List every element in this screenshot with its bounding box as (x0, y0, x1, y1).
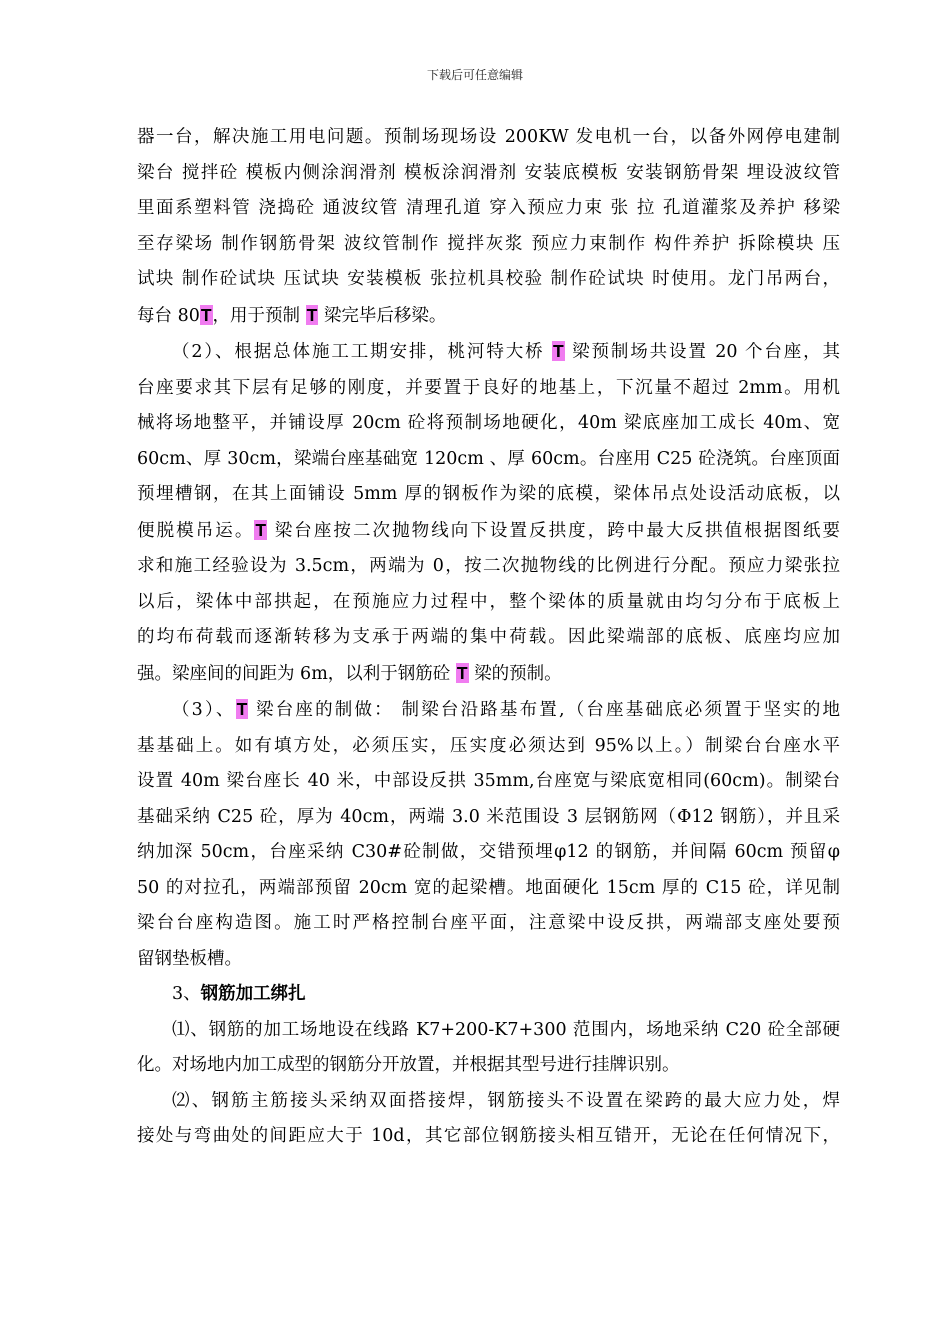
section-heading (137, 977, 840, 1013)
text-segment: 预埋槽钢，在其上面铺设 5mm 厚的钢板作为梁的底模，梁体吊点处设活动底板，以 (137, 484, 840, 504)
text-segment: （2）、根据总体施工工期安排，桃河特大桥 (172, 342, 552, 362)
text-segment: 的均布荷载而逐渐转移为支承于两端的集中荷载。因此梁端部的底板、底座均应加 (137, 627, 840, 647)
text-line (137, 729, 840, 765)
text-segment: 至存梁场 制作钢筋骨架 波纹管制作 搅拌灰浆 预应力束制作 构件养护 拆除模块 压 (137, 233, 840, 254)
text-segment: 梁台 搅拌砼 模板内侧涂润滑剂 模板涂润滑剂 安装底模板 安装钢筋骨架 埋设波纹管 (137, 162, 840, 183)
highlighted-term: T (200, 304, 212, 325)
text-segment: 梁台座的制做： 制梁台沿路基布置,（台座基础底必须置于坚实的地 (248, 700, 841, 720)
text-line (137, 442, 840, 478)
text-segment: （3）、 (172, 700, 236, 720)
text-line (137, 800, 840, 836)
document-body (137, 120, 840, 1155)
text-segment: 台座要求其下层有足够的刚度，并要置于良好的地基上，下沉量不超过 2mm。用机 (137, 377, 840, 398)
text-segment: 求和施工经验设为 3.5cm，两端为 0，按二次抛物线的比例进行分配。预应力梁张拉 (137, 556, 840, 576)
text-segment: 化。对场地内加工成型的钢筋分开放置，并根据其型号进行挂牌识别。 (137, 1055, 680, 1075)
text-segment: 设置 40m 梁台座长 40 米，中部设反拱 35mm,台座宽与梁底宽相同(60cm)。制梁台 (137, 771, 840, 791)
text-segment: 接处与弯曲处的间距应大于 10d，其它部位钢筋接头相互错开，无论在任何情况下， (137, 1126, 840, 1146)
text-line (137, 1048, 840, 1084)
text-segment: 梁台座按二次抛物线向下设置反拱度，跨中最大反拱值根据图纸要 (267, 520, 841, 541)
text-line (137, 692, 840, 729)
text-segment: 以后，梁体中部拱起，在预施应力过程中，整个梁体的质量就由均匀分布于底板上 (137, 591, 840, 612)
text-line (137, 1119, 840, 1155)
page-header: 下载后可任意编辑 (426, 68, 523, 82)
text-line (137, 262, 840, 298)
text-line (137, 871, 840, 907)
highlighted-term: T (552, 341, 564, 361)
text-segment: 基基础上。如有填方处，必须压实，压实度必须达到 95%以上。）制梁台台座水平 (137, 735, 840, 756)
text-line (137, 620, 840, 656)
highlighted-term: T (456, 662, 468, 683)
highlighted-term: T (255, 519, 267, 540)
text-segment: 强。梁座间的间距为 6m，以利于钢筋砼 (137, 663, 456, 684)
heading-text: 钢筋加工绑扎 (200, 984, 306, 1004)
text-segment: 3、 (172, 984, 201, 1004)
text-line (137, 1084, 840, 1120)
text-line (137, 585, 840, 621)
text-segment: ，用于预制 (212, 305, 306, 326)
text-segment: 梁的预制。 (468, 663, 562, 684)
text-line (137, 156, 840, 192)
text-line (137, 764, 840, 800)
text-segment: 基础采纳 C25 砼，厚为 40cm，两端 3.0 米范围设 3 层钢筋网（Φ12 钢筋），并且采 (137, 806, 840, 827)
text-line (137, 371, 840, 407)
text-segment: 便脱模吊运。 (137, 520, 255, 541)
highlighted-term: T (306, 304, 318, 325)
text-segment: 纳加深 50cm，台座采纳 C30#砼制做，交错预埋φ12 的钢筋，并间隔 60cm 预留φ (137, 842, 840, 862)
text-segment: 50 的对拉孔，两端部预留 20cm 宽的起梁槽。地面硬化 15cm 厚的 C15 砼，详见制 (137, 877, 840, 898)
text-segment: 梁预制场共设置 20 个台座，其 (564, 342, 840, 362)
text-line (137, 298, 840, 335)
text-line (137, 477, 840, 513)
text-segment: 留钢垫板槽。 (137, 948, 242, 969)
text-segment: 器一台，解决施工用电问题。预制场现场设 200KW 发电机一台，以备外网停电建制 (137, 127, 840, 147)
text-line (137, 406, 840, 442)
text-line (137, 835, 840, 871)
highlighted-term: T (236, 699, 248, 719)
text-line (137, 513, 840, 550)
text-segment: 试块 制作砼试块 压试块 安装模板 张拉机具校验 制作砼试块 时使用。龙门吊两台， (137, 269, 840, 289)
text-segment: 梁完毕后移梁。 (318, 305, 447, 326)
text-segment: 60cm、厚 30cm，梁端台座基础宽 120cm 、厚 60cm。台座用 C25 砼浇筑。台座顶面 (137, 448, 840, 469)
text-line (137, 227, 840, 263)
text-line (137, 191, 840, 227)
text-segment: ⑴、钢筋的加工场地设在线路 K7+200-K7+300 范围内，场地采纳 C20 砼全部硬 (172, 1019, 840, 1040)
text-line (137, 906, 840, 942)
text-segment: 械将场地整平，并铺设厚 20cm 砼将预制场地硬化，40m 梁底座加工成长 40m、宽 (137, 413, 840, 433)
text-line (137, 656, 840, 693)
text-line (137, 334, 840, 371)
text-line (137, 1013, 840, 1049)
text-segment: ⑵、钢筋主筋接头采纳双面搭接焊，钢筋接头不设置在梁跨的最大应力处，焊 (172, 1090, 840, 1111)
text-segment: 每台 80 (137, 305, 200, 326)
text-segment: 里面系塑料管 浇捣砼 通波纹管 清理孔道 穿入预应力束 张 拉 孔道灌浆及养护 移梁 (137, 198, 840, 218)
text-segment: 梁台台座构造图。施工时严格控制台座平面，注意梁中设反拱，两端部支座处要预 (137, 913, 840, 933)
text-line (137, 120, 840, 156)
text-line (137, 549, 840, 585)
text-line (137, 942, 840, 978)
